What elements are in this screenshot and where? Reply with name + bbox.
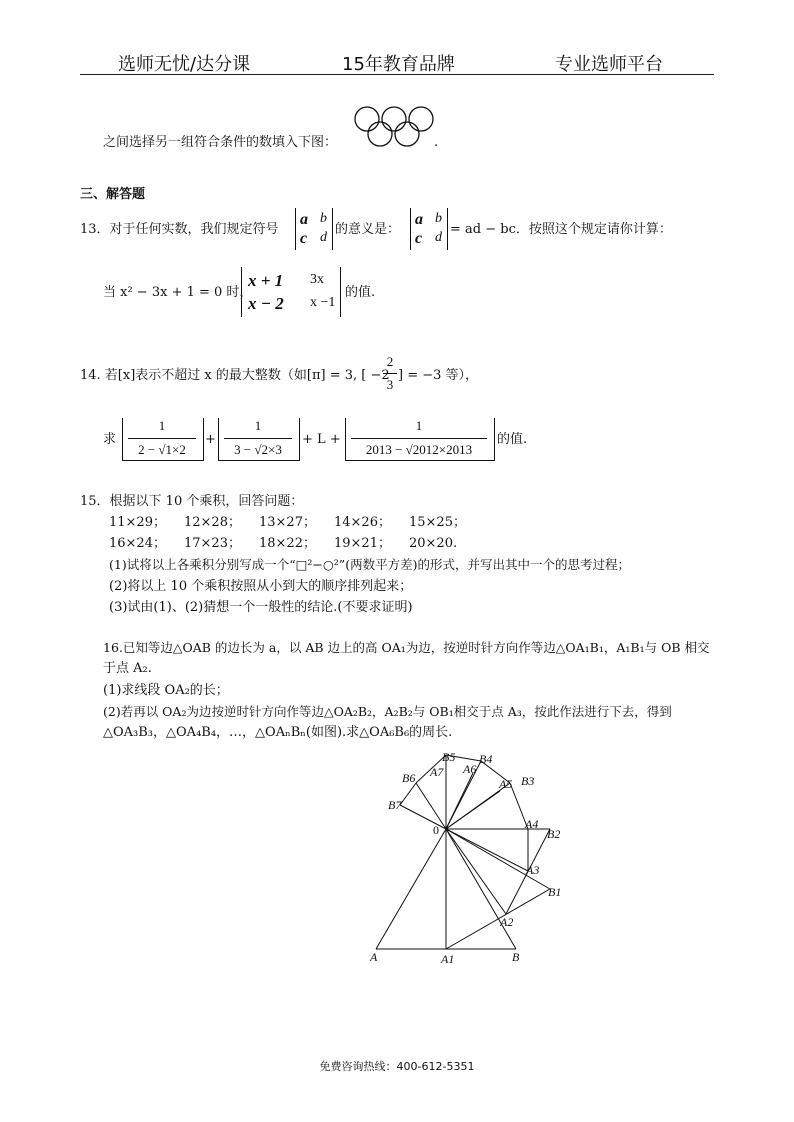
- product: 16×24；: [109, 536, 166, 551]
- q13-line2-a: 当 x² − 3x + 1 = 0 时，: [103, 285, 253, 300]
- q16-line-5: △OA₃B₃，△OA₄B₄，…，△OAₙBₙ(如图).求△OA₆B₆的周长.: [103, 725, 453, 740]
- header-right: 专业选师平台: [555, 54, 663, 75]
- product: 17×23；: [184, 536, 241, 551]
- det2-c: c: [415, 230, 423, 247]
- label-A2: A2: [500, 915, 514, 929]
- product: 11×29；: [109, 515, 166, 530]
- section-title: 三、解答题: [80, 187, 146, 202]
- m12: 3x: [310, 272, 324, 287]
- intro-period: .: [434, 135, 439, 150]
- ring-bottom-2: [395, 122, 419, 146]
- line-OB6: [416, 783, 446, 829]
- intro-text: 之间选择另一组符合条件的数填入下图：: [103, 135, 338, 150]
- label-B5: B5: [442, 750, 456, 764]
- line-OA: [376, 829, 446, 949]
- q13-matrix: [241, 267, 341, 317]
- ring-top-3: [409, 107, 433, 131]
- header-center: 15年教育品牌: [342, 54, 455, 75]
- footer-hotline: 免费咨询热线：400-612-5351: [319, 1060, 475, 1073]
- q15-products: [109, 512, 484, 554]
- q14-line1: 14. 若[x]表示不超过 x 的最大整数（如[π] = 3, [ −2: [80, 368, 390, 383]
- t1-bar: [128, 438, 196, 439]
- header-left: 选师无忧/达分课: [118, 54, 251, 75]
- label-B6: B6: [402, 771, 416, 785]
- line-OB7: [400, 805, 446, 829]
- product: 18×22；: [259, 536, 316, 551]
- q13-line1-b: 的意义是：: [335, 222, 401, 237]
- ellipsis: + L +: [302, 432, 341, 447]
- ring-top-2: [382, 107, 406, 131]
- header-rule: [80, 74, 714, 75]
- det-b: b: [320, 211, 327, 226]
- label-B: B: [512, 950, 520, 964]
- q14-frac-den: 3: [386, 377, 394, 392]
- q13-det-definition: [410, 208, 448, 250]
- product: 13×27；: [259, 515, 316, 530]
- line-OA6: [446, 773, 473, 829]
- label-A7: A7: [430, 765, 444, 779]
- q14-end: 的值.: [497, 432, 528, 447]
- q15-row-2: [109, 533, 484, 554]
- line-OA5: [446, 791, 500, 829]
- q14-frac-num: 2: [386, 354, 394, 369]
- product: 19×21；: [334, 536, 391, 551]
- t3-num: 1: [415, 418, 423, 433]
- label-O: 0: [433, 823, 439, 837]
- product: 14×26；: [334, 515, 391, 530]
- label-B7: B7: [388, 798, 402, 812]
- q14-seek: 求: [103, 432, 117, 447]
- det2-b: b: [435, 211, 442, 226]
- line-B6B7: [400, 783, 416, 805]
- label-A3: A3: [526, 863, 540, 877]
- plus-1: +: [205, 432, 216, 447]
- q13-line1-a: 13．对于任何实数，我们规定符号: [80, 222, 279, 237]
- q14-line1-end: ] = −3 等），: [398, 368, 479, 383]
- det2-a: a: [415, 211, 423, 228]
- m21: x − 2: [248, 294, 284, 313]
- label-A6: A6: [463, 762, 477, 776]
- ring-top-1: [355, 107, 379, 131]
- t2-den: 3 − √2×3: [234, 442, 282, 457]
- t2-bar: [224, 438, 292, 439]
- label-A5: A5: [499, 777, 513, 791]
- q15-part-2: (2)将以上 10 个乘积按照从小到大的顺序排列起来；: [109, 579, 413, 594]
- q13-line2-b: 的值.: [345, 285, 376, 300]
- q16-line-4: (2)若再以 OA₂为边按逆时针方向作等边△OA₂B₂，A₂B₂与 OB₁相交于点 A₃，按此作法进行下去，得到: [103, 704, 672, 719]
- t1-den: 2 − √1×2: [138, 442, 186, 457]
- label-B2: B2: [547, 827, 561, 841]
- t1-num: 1: [158, 418, 166, 433]
- det-a: a: [300, 211, 308, 228]
- label-A: A: [370, 950, 378, 964]
- spiral-triangles-figure: [360, 745, 580, 970]
- det-d: d: [320, 230, 327, 245]
- t2-num: 1: [254, 418, 262, 433]
- ring-bottom-1: [368, 122, 392, 146]
- q15-title: 15．根据以下 10 个乘积，回答问题：: [80, 494, 304, 509]
- q14-frac-bar: [383, 373, 397, 374]
- label-A4: A4: [525, 817, 539, 831]
- label-B3: B3: [521, 774, 535, 788]
- q16-line-2: 于点 A₂.: [103, 661, 152, 676]
- t3-den: 2013 − √2012×2013: [365, 442, 473, 457]
- det-c: c: [300, 230, 308, 247]
- q15-part-1: (1)试将以上各乘积分别写成一个“□²−○²”(两数平方差)的形式，并写出其中一个的思考过程；: [109, 557, 630, 572]
- q13-line1-c: = ad − bc．按照这个规定请你计算：: [450, 222, 672, 237]
- det2-d: d: [435, 230, 442, 245]
- q13-det-symbol: [295, 208, 333, 250]
- m11: x + 1: [248, 271, 284, 290]
- q15-part-3: (3)试由(1)、(2)猜想一个一般性的结论.(不要求证明): [109, 600, 413, 615]
- label-A1: A1: [441, 952, 455, 966]
- t3-bar: [351, 438, 487, 439]
- q16-line-1: 16.已知等边△OAB 的边长为 a，以 AB 边上的高 OA₁为边，按逆时针方向作等边△OA₁B₁，A₁B₁与 OB 相交: [103, 640, 710, 655]
- m22: x −1: [310, 295, 336, 310]
- q15-row-1: [109, 512, 484, 533]
- product: 12×28；: [184, 515, 241, 530]
- product: 15×25；: [409, 515, 466, 530]
- q16-line-3: (1)求线段 OA₂的长；: [103, 683, 229, 698]
- label-B4: B4: [479, 752, 493, 766]
- line-A1B1: [446, 889, 550, 949]
- label-B1: B1: [548, 885, 562, 899]
- rings-figure: [352, 104, 438, 150]
- product: 20×20.: [409, 536, 458, 551]
- line-OA2: [446, 829, 506, 914]
